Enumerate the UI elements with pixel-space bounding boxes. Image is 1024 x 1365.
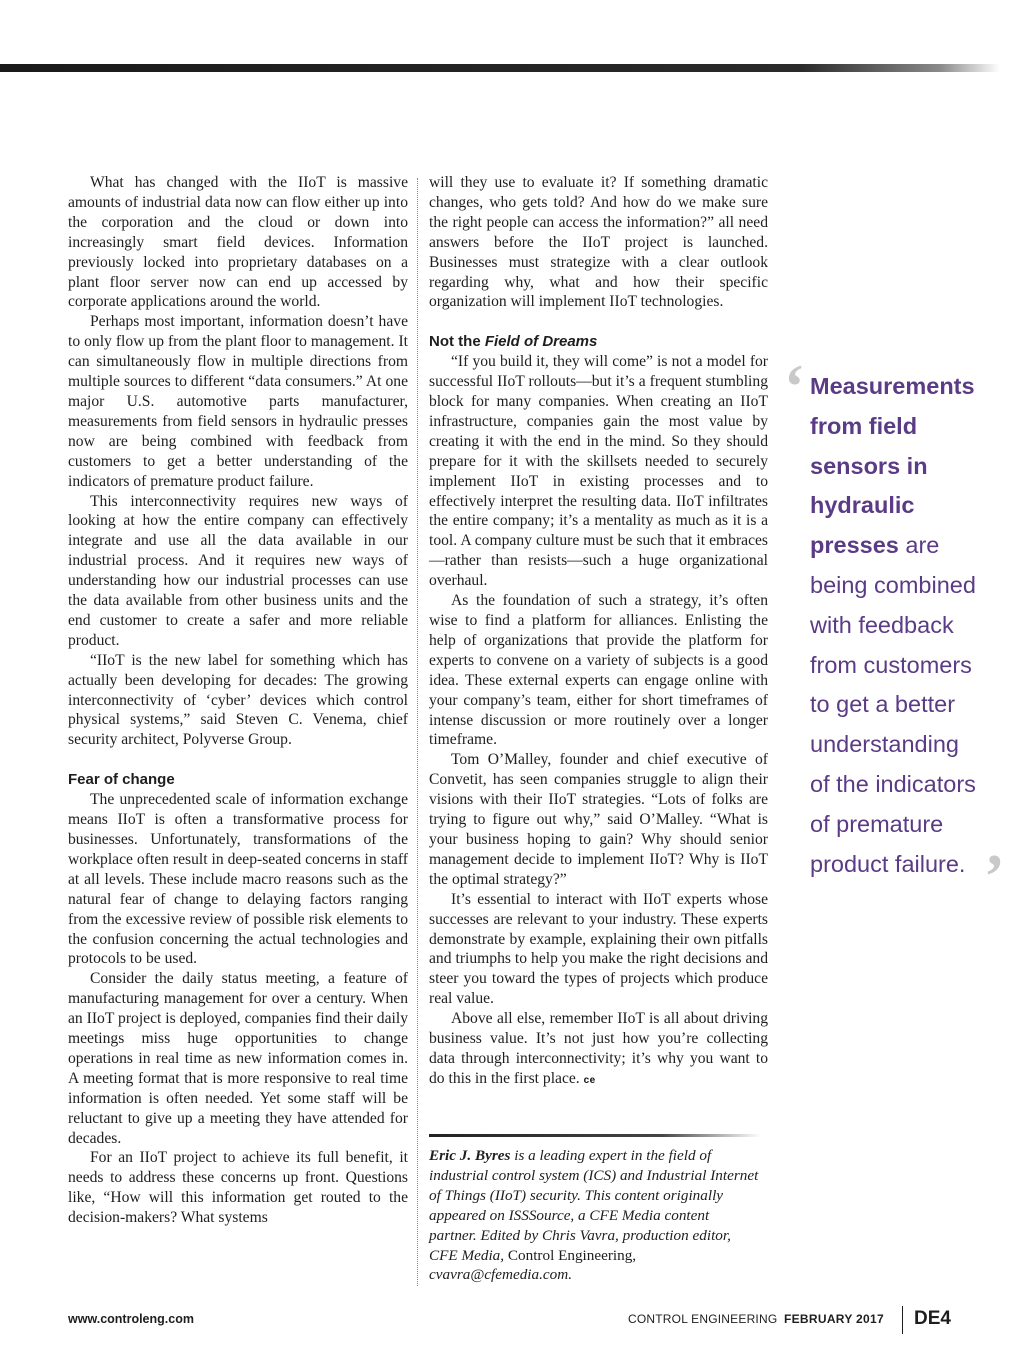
- article-column-left: [68, 173, 408, 1228]
- footer-url[interactable]: www.controleng.com: [68, 1312, 194, 1326]
- end-mark: ce: [583, 1074, 596, 1086]
- page-footer: [0, 1308, 1024, 1336]
- body-paragraph: will they use to evaluate it? If something dramatic changes, who gets told? And how do we make sure the right people can access the information?” all need answers before the IIoT project is launched. Businesses must strategize with a clear outlook regarding why, what and how their specific organization will implement IIoT technologies.: [429, 174, 768, 311]
- page-number: DE4: [914, 1308, 951, 1329]
- body-paragraph: As the foundation of such a strategy, it’s often wise to find a platform for alliances. Enlisting the help of organizations that provide the platform for experts to convene on a variety of subjects is a good idea. These external experts can engage online with your company’s team, either for short timeframes of intense discussion or more routinely over a longer timeframe.: [429, 592, 768, 749]
- footer-publication: CONTROL ENGINEERING: [628, 1312, 778, 1326]
- body-paragraph: This interconnectivity requires new ways of looking at how the entire company can effectively integrate and use all the data available in our industrial process. And it requires new ways of understanding how our industrial processes can use the data available from other business units and the end customer to create a safer and more reliable product.: [68, 492, 408, 649]
- top-rule: [0, 64, 1000, 72]
- footer-date: FEBRUARY 2017: [784, 1312, 884, 1326]
- author-bio: Eric J. Byres is a leading expert in the field of industrial control system (ICS) and Industrial Internet of Things (IIoT) security. This content originally appeared on ISSSource, a CFE Media content partner. Edited by Chris Vavra, production editor, CFE Media, Control Engineering, cvavra@cfemedia.com.: [429, 1147, 759, 1284]
- open-quote-icon: ‘: [784, 353, 805, 421]
- body-paragraph: For an IIoT project to achieve its full benefit, it needs to address these concerns up front. Questions like, “How will this information get routed to the decision-makers? What systems: [68, 1149, 408, 1227]
- subheading-field-of-dreams: Not the Field of Dreams: [429, 333, 598, 351]
- subheading-fear-of-change: Fear of change: [68, 771, 175, 789]
- footer-separator: [902, 1306, 903, 1334]
- body-paragraph: It’s essential to interact with IIoT experts whose successes are relevant to your industry. These experts demonstrate by example, explaining their own pitfalls and triumphs to help you make the right decisions and steer you toward the types of projects which produce real value.: [429, 890, 768, 1008]
- column-divider: [417, 178, 418, 1286]
- bio-rule: [429, 1134, 761, 1137]
- body-paragraph: Tom O’Malley, founder and chief executive of Convetit, has seen companies struggle to align their visions with their IIoT strategies. “Lots of folks are trying to figure out why,” said O’Malley. “What is your business hoping to gain? Why should senior management decide to implement IIoT? Why is IIoT the optimal strategy?”: [429, 751, 768, 888]
- body-paragraph: “If you build it, they will come” is not a model for successful IIoT rollouts—but it’s a frequent stumbling block for many companies. When creating an IIoT infrastructure, companies gain the most value by creating it with the end in the mind. So they should prepare for it with the skillsets needed to securely implement IIoT in existing processes and to effectively interpret the resulting data. IIoT infiltrates the entire company; it’s a mentality as much as it is a tool. A company culture must be such that it embraces—rather than resists—such a huge organizational overhaul.: [429, 353, 768, 590]
- author-email: cvavra@cfemedia.com.: [429, 1266, 573, 1284]
- close-quote-icon: ’: [984, 843, 1005, 911]
- publication-name: Control Engineering,: [507, 1246, 637, 1264]
- article-column-right: [429, 173, 768, 1091]
- body-paragraph: What has changed with the IIoT is massive amounts of industrial data now can flow either up into the corporation and the cloud or down into increasingly smart field devices. Information previously locked into proprietary databases on a plant floor server now can end up accessed by corporate applications around the world.: [68, 174, 408, 311]
- body-paragraph: Consider the daily status meeting, a feature of manufacturing management for over a century. When an IIoT project is deployed, companies find their daily meetings miss huge opportunities to change operations in real time as new information comes in. A meeting format that is more responsive to real time information is often needed. Yet some staff will be reluctant to give up a meeting they have attended for decades.: [68, 970, 408, 1147]
- body-paragraph: “IIoT is the new label for something which has actually been developing for decades: The growing interconnectivity of ‘cyber’ devices which control physical systems,” said Steven C. Venema, chief security architect, Polyverse Group.: [68, 651, 408, 749]
- pull-quote: Measurements from field sensors in hydraulic presses are being combined with feedback from customers to get a better understanding of the indicators of premature product failure.: [810, 373, 976, 877]
- body-paragraph: The unprecedented scale of information exchange means IIoT is often a transformative process for businesses. Unfortunately, transformations of the workplace often result in deep-seated concerns in staff at all levels. These include macro reasons such as the natural fear of change to delaying factors ranging from the excessive review of possible risk elements to the confusion concerning the actual technologies and protocols to be used.: [68, 791, 408, 968]
- body-paragraph: Above all else, remember IIoT is all about driving business value. It’s not just how you’re collecting data through interconnectivity; it’s why you want to do this in the first place. ce: [429, 1010, 768, 1087]
- author-name: Eric J. Byres: [429, 1147, 511, 1164]
- body-paragraph: Perhaps most important, information doesn’t have to only flow up from the plant floor to management. It can simultaneously flow in multiple directions from multiple sources to different “data consumers.” At one major U.S. automotive parts manufacturer, measurements from field sensors in hydraulic presses now are being combined with feedback from customers to get a better understanding of the indicators of premature product failure.: [68, 313, 408, 490]
